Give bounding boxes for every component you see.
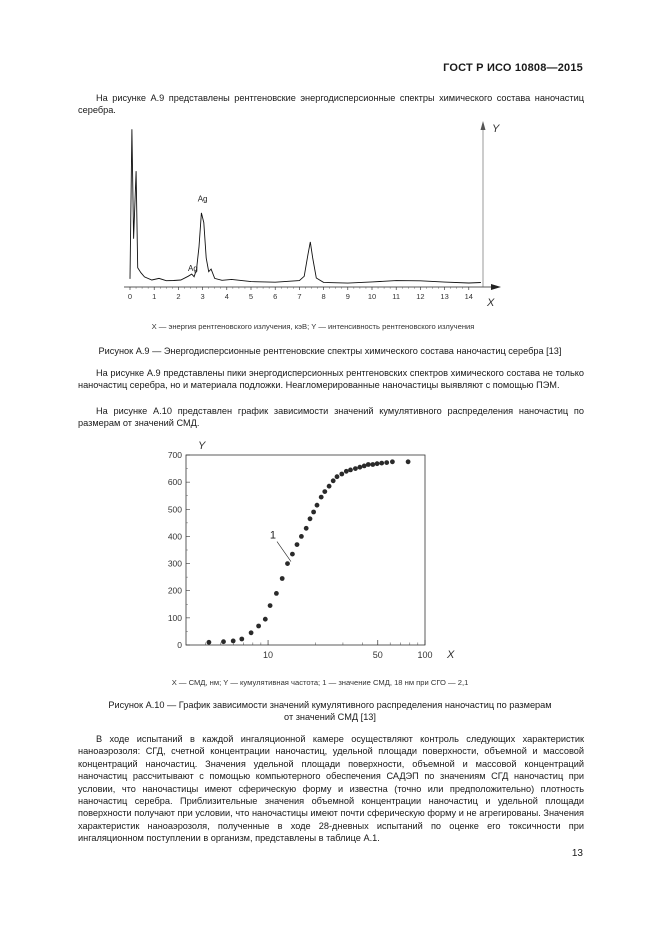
- data-point: [327, 484, 332, 489]
- data-point: [406, 459, 411, 464]
- x-tick-label: 12: [416, 292, 425, 301]
- data-point: [366, 462, 371, 467]
- x-tick-label: 3: [200, 292, 205, 301]
- paragraph-intro-a10-text: На рисунке А.10 представлен график зависимости значений кумулятивного распределения наночастиц по размерам от значений СМД.: [78, 406, 584, 429]
- x-tick-label: 10: [263, 650, 274, 660]
- data-point: [390, 459, 395, 464]
- plot-frame: [186, 455, 425, 645]
- figure-a10-caption: [40, 699, 620, 723]
- y-tick-label: 200: [167, 585, 182, 596]
- data-point: [304, 526, 309, 531]
- x-tick-label: 5: [248, 292, 254, 301]
- data-point: [319, 495, 324, 500]
- data-point: [353, 466, 358, 471]
- spectrum-line: [130, 129, 481, 283]
- paragraph-peaks: [78, 367, 584, 392]
- paragraph-intro-a10: [78, 405, 584, 430]
- data-point: [370, 462, 375, 467]
- data-point: [311, 510, 316, 515]
- y-tick-label: 0: [177, 640, 182, 650]
- data-point: [375, 461, 380, 466]
- x-tick-label: 8: [321, 292, 326, 301]
- x-tick-label: 7: [297, 292, 302, 301]
- standard-header: ГОСТ Р ИСО 10808—2015: [443, 62, 583, 74]
- data-point: [348, 468, 353, 473]
- x-tick-label: 11: [392, 292, 401, 301]
- y-tick-label: 300: [167, 558, 182, 569]
- page-number: 13: [571, 848, 583, 859]
- y-axis-label: Y: [492, 123, 500, 135]
- data-point: [274, 591, 279, 596]
- x-tick-label: 14: [464, 292, 473, 301]
- data-point: [362, 464, 367, 469]
- x-axis-arrow-icon: [491, 284, 501, 290]
- data-point: [290, 552, 295, 557]
- x-tick-label: 6: [273, 292, 278, 301]
- data-point: [249, 630, 254, 635]
- data-point: [322, 489, 327, 494]
- data-point: [379, 461, 384, 466]
- y-tick-label: 500: [167, 504, 182, 515]
- data-point: [256, 624, 261, 629]
- figure-a10-caption-line1: Рисунок А.10 — График зависимости значений кумулятивного распределения наночастиц по размерам: [108, 700, 552, 710]
- x-tick-label: 50: [372, 650, 383, 660]
- annotation-leader-line: [277, 542, 291, 562]
- y-tick-label: 700: [167, 450, 182, 460]
- data-point: [207, 640, 212, 645]
- data-point: [331, 478, 336, 483]
- data-point: [384, 460, 389, 465]
- figure-a10-legend: X — СМД, нм; Y — кумулятивная частота; 1 — значение СМД, 18 нм при СГО — 2,1: [171, 678, 469, 687]
- peak-label-ag: Ag: [197, 194, 208, 204]
- paragraph-intro-a9-text: На рисунке А.9 представлены рентгеновские энергодисперсионные спектры химического состава наночастиц серебра.: [78, 93, 584, 116]
- x-tick-label: 2: [176, 292, 181, 301]
- data-point: [295, 542, 300, 547]
- peak-label-ag: Ag: [188, 263, 198, 273]
- spectrum-chart-a9: [115, 118, 510, 313]
- y-tick-label: 400: [167, 531, 182, 542]
- cumulative-distribution-chart-a10: [150, 435, 470, 670]
- data-point: [315, 503, 320, 508]
- x-tick-label: 100: [417, 650, 433, 660]
- figure-a9-caption: Рисунок А.9 — Энергодисперсионные рентгеновские спектры химического состава наночастиц серебра [13]: [98, 346, 562, 356]
- paragraph-test-conditions: [78, 733, 584, 845]
- data-point: [280, 576, 285, 581]
- data-point: [268, 603, 273, 608]
- data-point: [344, 469, 349, 474]
- paragraph-intro-a9: [78, 92, 584, 117]
- paragraph-peaks-text: На рисунке А.9 представлены пики энергодисперсионных рентгеновских спектров химического состава не только наночастиц серебра, но и материала подложки. Неагломерированные наночастицы выявляют с помощью ПЭМ.: [78, 368, 584, 391]
- x-axis-label: X: [487, 297, 495, 309]
- data-point: [339, 472, 344, 477]
- x-tick-label: 9: [345, 292, 350, 301]
- y-tick-label: 600: [167, 477, 182, 488]
- data-point: [239, 637, 244, 642]
- data-point: [231, 639, 236, 644]
- data-point: [285, 561, 290, 566]
- data-point: [221, 639, 226, 644]
- x-tick-label: 1: [152, 292, 157, 301]
- data-point: [358, 465, 363, 470]
- data-point: [335, 474, 340, 479]
- data-point: [299, 534, 304, 539]
- figure-a10-caption-line2: от значений СМД [13]: [284, 712, 376, 722]
- y-axis-label: Y: [198, 440, 206, 452]
- data-point: [263, 617, 268, 622]
- figure-a9-legend: X — энергия рентгеновского излучения, кэВ; Y — интенсивность рентгеновского излучения: [151, 322, 475, 331]
- y-tick-label: 100: [167, 612, 182, 623]
- y-axis-arrow-icon: [481, 121, 486, 130]
- annotation-label: 1: [269, 529, 277, 542]
- x-tick-label: 4: [224, 292, 229, 301]
- paragraph-test-conditions-text: В ходе испытаний в каждой ингаляционной камере осуществляют контроль следующих характеристик наноаэрозоля: СГД, счетной концентрации наночастиц, удельной площади поверхности, объемной и массовой концентраций наночастиц. Значения удельной площади поверхности, объемной и массовой концентраций наночастиц рассчитывают с помощью компьютерного обеспечения САДЭП по значениям СГД наночастиц при условии, что наночастицы имеют сферическую форму и известна (точно или предположительно) плотность наночастиц серебра. Приблизительные значения объемной концентрации наночастиц и удельной площади поверхности получают при условии, что наночастицы имеют почти сферическую форму и не агрегированы. Значения характеристик наноаэрозоля, полученные в ходе 28-дневных испытаний по оценке его токсичности при ингаляционном поступлении в организм, представлены в таблице А.1.: [78, 734, 584, 844]
- x-tick-label: 10: [367, 292, 377, 301]
- data-point: [308, 516, 313, 521]
- x-axis-label: X: [447, 649, 455, 661]
- x-tick-label: 0: [127, 292, 133, 301]
- x-tick-label: 13: [440, 292, 449, 301]
